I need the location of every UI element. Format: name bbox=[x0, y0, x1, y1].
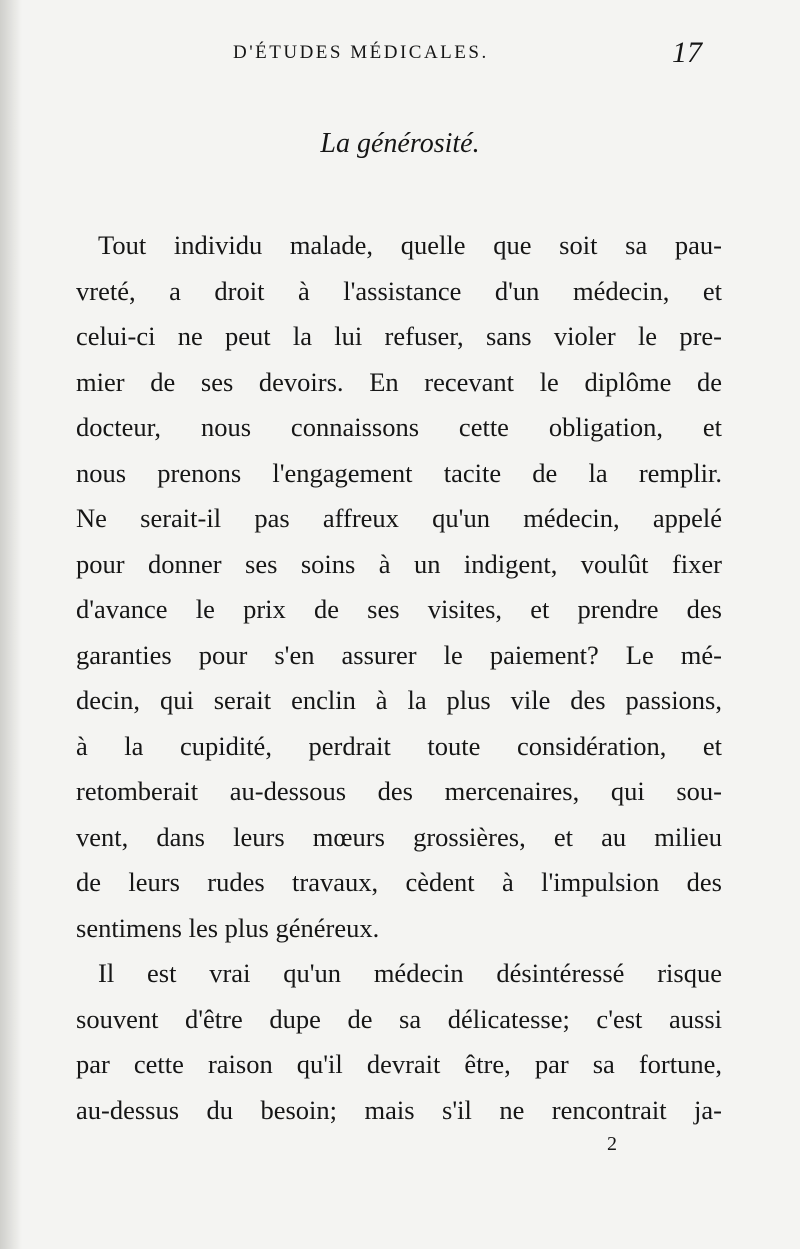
text-line: mier de ses devoirs. En recevant le diplôme de bbox=[76, 366, 722, 397]
running-head: D'ÉTUDES MÉDICALES. bbox=[233, 42, 489, 63]
text-line: sentimens les plus généreux. bbox=[76, 912, 380, 943]
page-number: 17 bbox=[672, 36, 702, 69]
body-text bbox=[76, 223, 722, 1133]
text-line: Il est vrai qu'un médecin désintéressé risque bbox=[98, 958, 722, 988]
text-line: par cette raison qu'il devrait être, par sa fortune, bbox=[76, 1049, 722, 1079]
text-line: nous prenons l'engagement tacite de la remplir. bbox=[76, 457, 722, 488]
text-line: Tout individu malade, quelle que soit sa pau- bbox=[98, 230, 722, 260]
text-line: Ne serait-il pas affreux qu'un médecin, appelé bbox=[76, 503, 722, 533]
text-line: docteur, nous connaissons cette obligation, et bbox=[76, 412, 722, 442]
section-title: La générosité. bbox=[320, 128, 480, 159]
paragraph bbox=[76, 223, 722, 951]
text-line: retomberait au-dessous des mercenaires, qui sou- bbox=[76, 776, 722, 806]
text-line: celui-ci ne peut la lui refuser, sans violer le pre- bbox=[76, 321, 722, 351]
text-line: à la cupidité, perdrait toute considération, et bbox=[76, 730, 722, 761]
text-line: pour donner ses soins à un indigent, voulût fixer bbox=[76, 548, 722, 579]
text-line: garanties pour s'en assurer le paiement? Le mé- bbox=[76, 639, 722, 670]
text-line: decin, qui serait enclin à la plus vile des passions, bbox=[76, 685, 722, 715]
page-gutter-shadow bbox=[0, 0, 22, 1249]
text-line: vent, dans leurs mœurs grossières, et au milieu bbox=[76, 821, 722, 852]
text-line: vreté, a droit à l'assistance d'un médecin, et bbox=[76, 275, 722, 306]
text-line: souvent d'être dupe de sa délicatesse; c'est aussi bbox=[76, 1003, 722, 1034]
paragraph bbox=[76, 951, 722, 1133]
text-line: d'avance le prix de ses visites, et prendre des bbox=[76, 594, 722, 624]
signature-mark: 2 bbox=[607, 1133, 617, 1155]
text-line: au-dessus du besoin; mais s'il ne rencontrait ja- bbox=[76, 1094, 722, 1125]
text-line: de leurs rudes travaux, cèdent à l'impulsion des bbox=[76, 867, 722, 897]
